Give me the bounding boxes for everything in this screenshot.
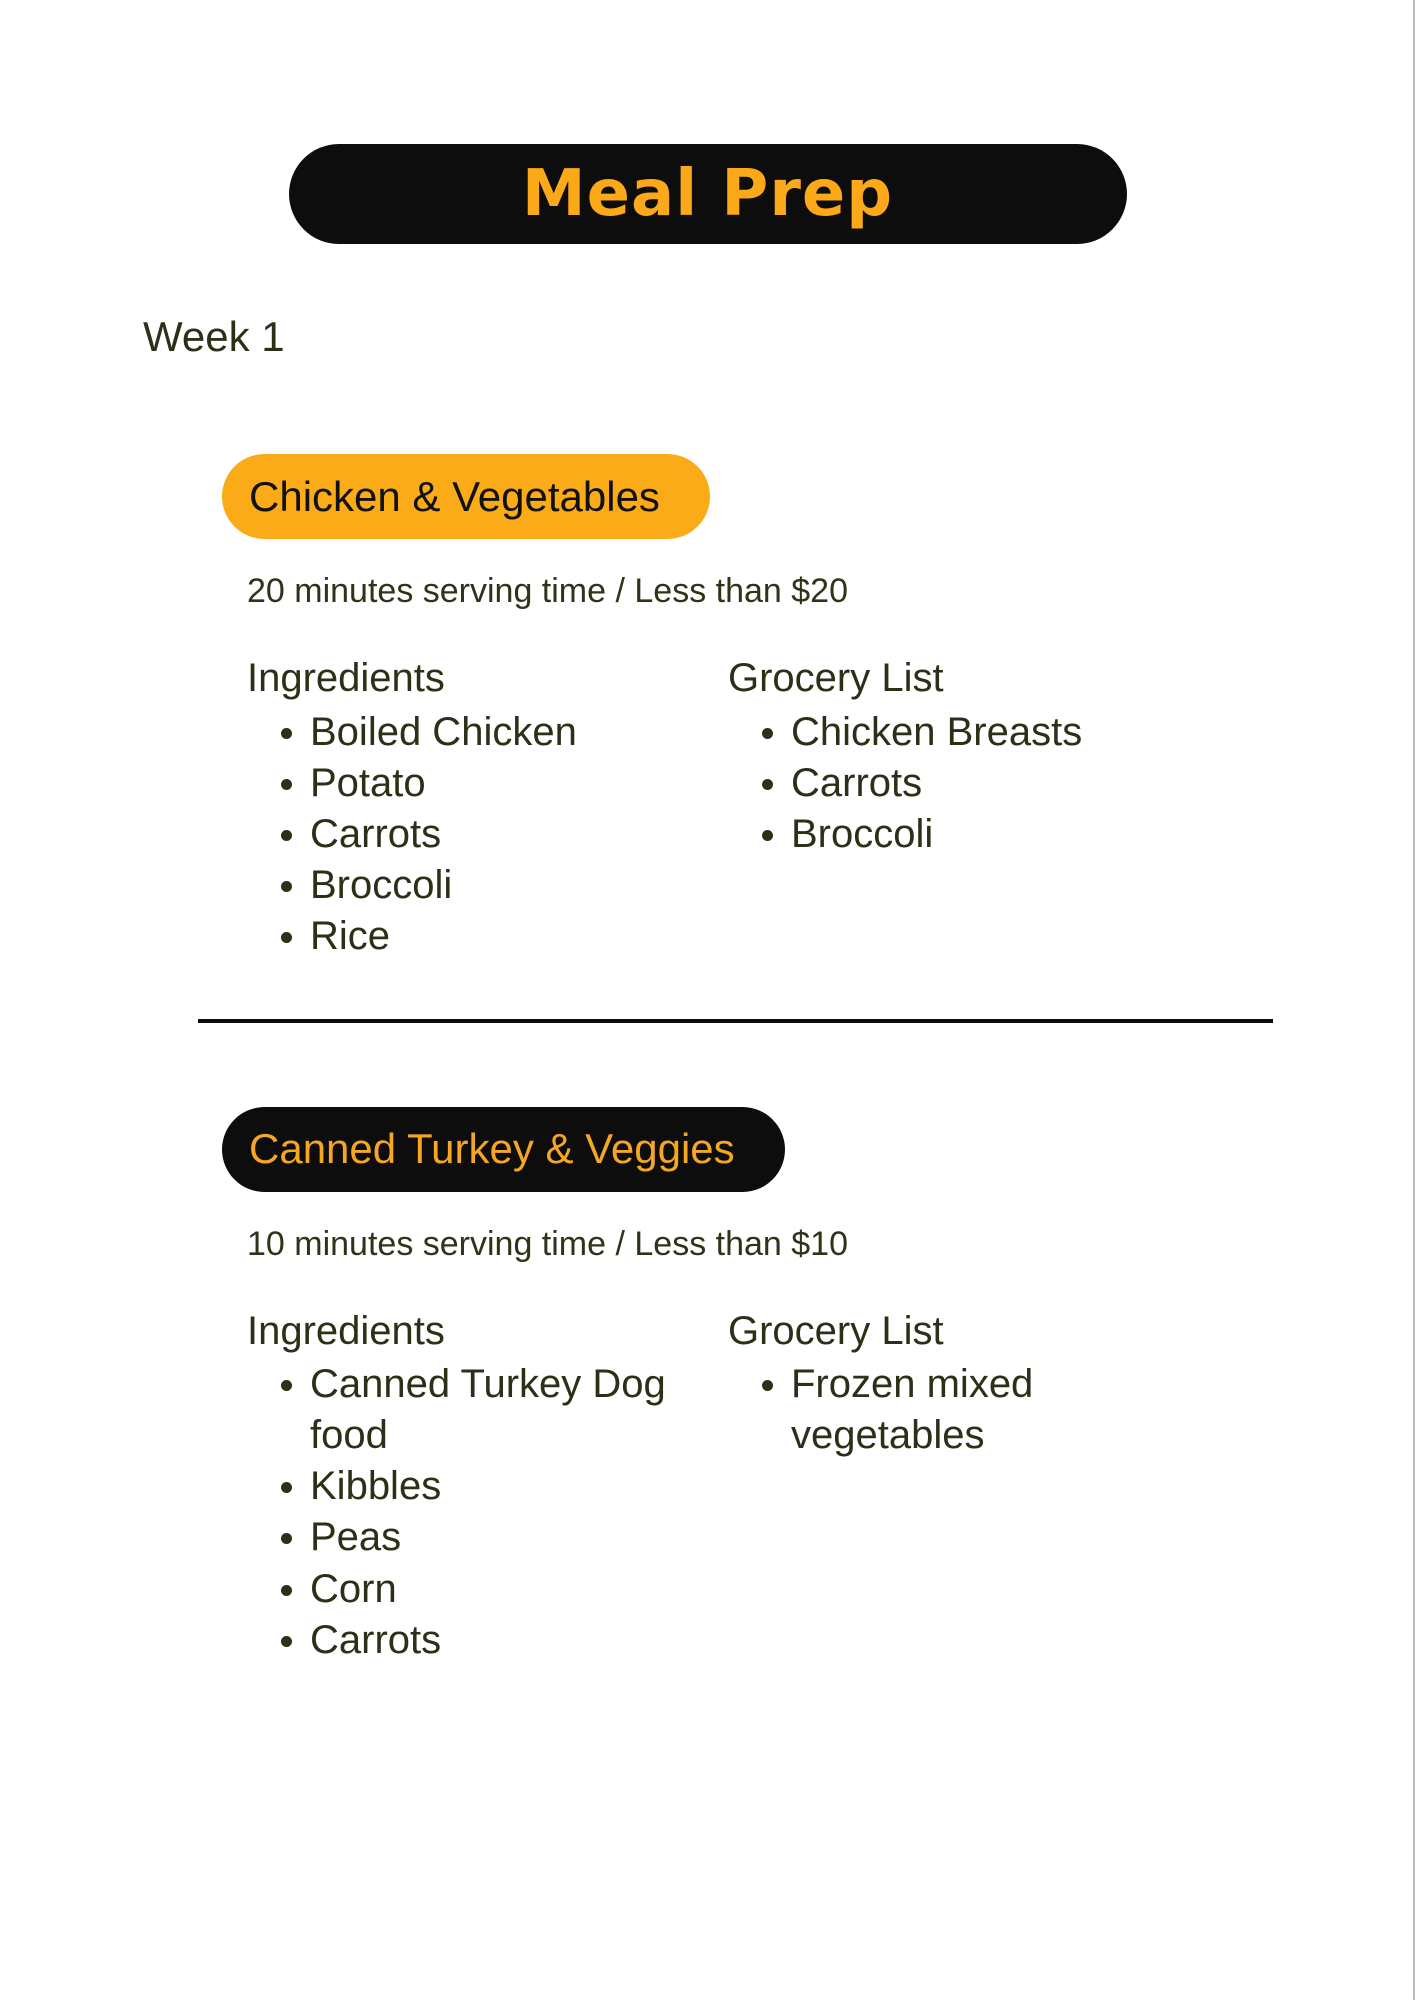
list-item: • Chicken Breasts bbox=[791, 707, 1136, 758]
list-item: • Corn bbox=[310, 1564, 728, 1615]
list-item: • Carrots bbox=[310, 809, 728, 860]
section-divider bbox=[198, 1019, 1273, 1023]
grocery-heading: Grocery List bbox=[728, 656, 944, 701]
list-item: • Broccoli bbox=[310, 860, 728, 911]
list-item: • Peas bbox=[310, 1512, 728, 1563]
list-item: • Boiled Chicken bbox=[310, 707, 728, 758]
ingredients-column bbox=[247, 1306, 728, 1666]
section-chicken-vegetables bbox=[222, 454, 1415, 962]
list-item: • Broccoli bbox=[791, 809, 1136, 860]
section-pill bbox=[222, 454, 710, 539]
page-title: Meal Prep bbox=[521, 157, 894, 231]
grocery-column bbox=[728, 653, 1415, 860]
list-item: • Carrots bbox=[310, 1615, 728, 1666]
title-pill bbox=[289, 144, 1127, 244]
list-item: • Rice bbox=[310, 911, 728, 962]
section-title: Canned Turkey & Veggies bbox=[249, 1125, 735, 1172]
grocery-list bbox=[728, 707, 1136, 861]
list-item: • Canned Turkey Dog food bbox=[310, 1359, 728, 1461]
grocery-heading: Grocery List bbox=[728, 1308, 944, 1353]
ingredients-list bbox=[247, 1359, 728, 1666]
ingredients-heading: Ingredients bbox=[247, 1308, 445, 1353]
serving-info: 20 minutes serving time / Less than $20 bbox=[247, 572, 848, 611]
list-item: • Kibbles bbox=[310, 1461, 728, 1512]
ingredients-list bbox=[247, 707, 728, 963]
list-item: • Potato bbox=[310, 758, 728, 809]
week-label: Week 1 bbox=[143, 313, 285, 360]
section-columns bbox=[247, 653, 1415, 962]
serving-info: 10 minutes serving time / Less than $10 bbox=[247, 1224, 848, 1263]
section-canned-turkey-veggies bbox=[222, 1107, 1415, 1667]
grocery-column bbox=[728, 1306, 1415, 1462]
list-item: • Frozen mixed vegetables bbox=[791, 1359, 1136, 1461]
grocery-list bbox=[728, 1359, 1136, 1461]
ingredients-column bbox=[247, 653, 728, 962]
list-item: • Carrots bbox=[791, 758, 1136, 809]
ingredients-heading: Ingredients bbox=[247, 656, 445, 701]
section-pill bbox=[222, 1107, 785, 1192]
section-title: Chicken & Vegetables bbox=[249, 472, 660, 520]
section-columns bbox=[247, 1306, 1415, 1666]
